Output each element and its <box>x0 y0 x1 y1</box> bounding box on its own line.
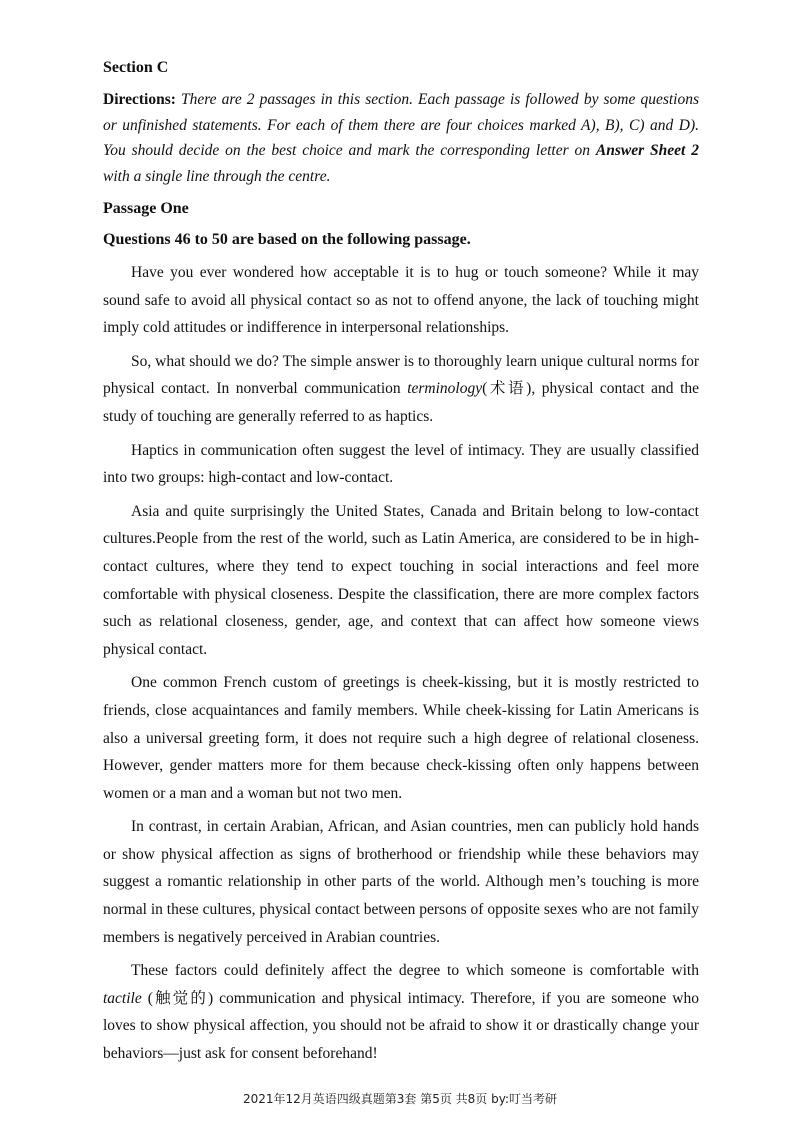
directions-text-2: with a single line through the centre. <box>103 167 331 185</box>
exam-page <box>103 58 699 1074</box>
paragraph-3: Haptics in communication often suggest the level of intimacy. They are usually classified into two groups: high-contact and low-contact. <box>103 441 699 487</box>
paragraph-2-part-a: So, what should we do? The simple answer is to thoroughly learn unique cultural norms for physical contact. In nonverbal communication <box>103 352 699 398</box>
paragraph-5: One common French custom of greetings is cheek-kissing, but it is mostly restricted to friends, close acquaintances and family members. While cheek-kissing for Latin Americans is also a universal greeting form, it does not require such a high degree of relational closeness. However, gender matters more for them because check-kissing often only happens between women or a man and a woman but not two men. <box>103 674 699 802</box>
passage-title: Passage One <box>103 200 189 217</box>
directions-text-1: There are 2 passages in this section. Each passage is followed by some questions or unfinished statements. For each of them there are four choices marked A), B), C) and D). You should decide on the best choice and mark the corresponding letter on <box>103 91 699 159</box>
paragraph-2-term: terminology <box>407 380 483 398</box>
paragraph-7-part-b: (触觉的) communication and physical intimacy. Therefore, if you are someone who loves to show physical affection, you should not be afraid to show it or drastically change your behaviors—just ask for consent beforehand! <box>103 989 699 1063</box>
section-title: Section C <box>103 59 169 76</box>
paragraph-2-part-b: (术语), physical contact and the study of touching are generally referred to as haptics. <box>103 380 700 425</box>
paragraph-4: Asia and quite surprisingly the United States, Canada and Britain belong to low-contact cultures.People from the rest of the world, such as Latin America, are considered to be in high-contact cultures, where they tend to expect touching in social interactions and feel more comfortable with physical closeness. Despite the classification, there are more complex factors such as relational closeness, gender, age, and context that can affect how someone views physical contact. <box>103 502 699 658</box>
directions-label: Directions: <box>103 91 176 108</box>
paragraph-6: In contrast, in certain Arabian, African, and Asian countries, men can publicly hold hands or show physical affection as signs of brotherhood or friendship while these behaviors may suggest a romantic relationship in other parts of the world. Although men’s touching is more normal in these cultures, physical contact between persons of opposite sexes who are not family members is negatively perceived in Arabian countries. <box>103 818 699 946</box>
paragraph-2 <box>103 348 699 431</box>
paragraph-7-part-a: These factors could definitely affect the degree to which someone is comfortable with <box>131 962 699 980</box>
paragraph-7 <box>103 957 699 1067</box>
paragraph-1: Have you ever wondered how acceptable it is to hug or touch someone? While it may sound safe to avoid all physical contact so as not to offend anyone, the lack of touching might imply cold attitudes or indifference in interpersonal relationships. <box>103 264 699 337</box>
directions <box>103 87 699 189</box>
page-footer: 2021年12月英语四级真题第3套 第5页 共8页 by:叮当考研 <box>242 1092 558 1106</box>
questions-line: Questions 46 to 50 are based on the following passage. <box>103 231 471 248</box>
answer-sheet-label: Answer Sheet 2 <box>595 142 699 159</box>
paragraph-7-term: tactile <box>103 989 142 1007</box>
